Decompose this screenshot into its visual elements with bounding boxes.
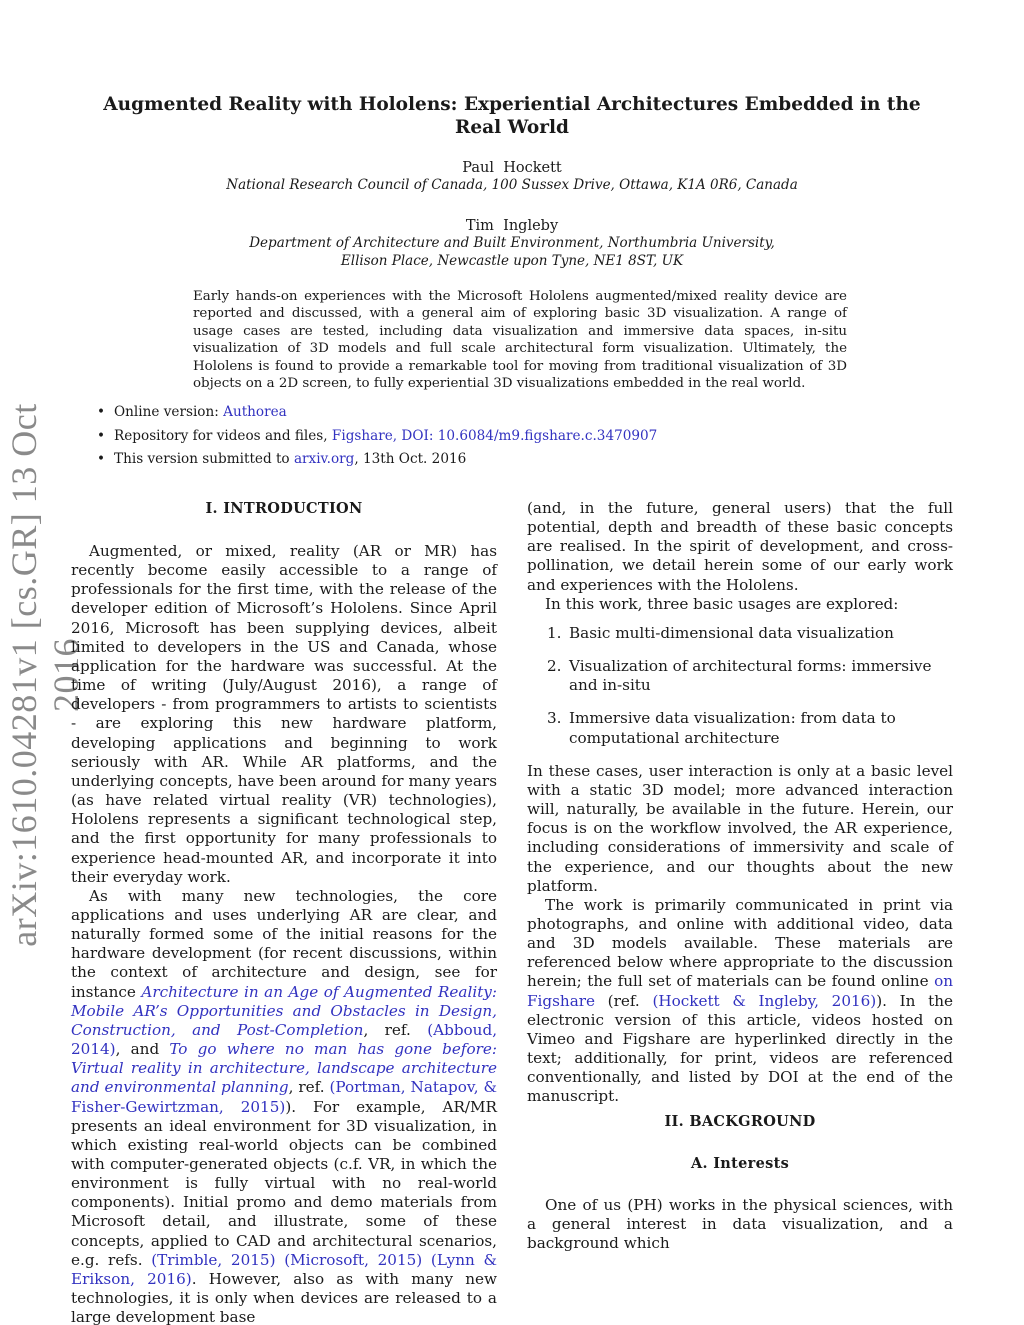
subsection-heading: A. Interests	[690, 1155, 790, 1172]
text-segment: In these cases, user interaction is only at a basic level with a static 3D model; more advanced interaction will, naturally, be available in the future. Herein, our focus is on the workflow involved, the AR experience, including considerations of immersivity and scale of the experience, and our thoughts about the new platform.	[527, 761, 953, 895]
usage-list	[527, 624, 953, 748]
text-segment: . However, also as with many new technologies, it is only when devices are released to a large development base	[71, 1269, 498, 1325]
list-item	[527, 709, 953, 747]
hyperlink[interactable]: (Microsoft, 2015)	[284, 1250, 423, 1269]
bullet-item	[97, 448, 657, 472]
text-segment: ). For example, AR/MR presents an ideal environment for 3D visualization, in which existing real-world objects can be combined with computer-generated objects (c.f. VR, in which the environment is fully virtual with no real-world components). Initial promo and demo materials from Microsoft detail, and illustrate, some of these concepts, applied to CAD and architectural scenarios, e.g. refs.	[71, 1097, 497, 1269]
text-segment	[276, 1251, 285, 1269]
right-column	[527, 499, 953, 1107]
list-text: Immersive data visualization: from data to computational architecture	[569, 709, 896, 747]
text-segment: The work is primarily communicated in print via photographs, and online with additional video, data and 3D models available. These materials are referenced below where appropriate to the discussion herein; the full set of materials can be found online	[527, 895, 953, 991]
text-segment: As with many new technologies, the core applications and uses underlying AR are clear, and naturally formed some of the initial reasons for the hardware development (for recent discussions, within the context of architecture and design, see for instance	[71, 886, 497, 1001]
list-number: 2.	[547, 657, 562, 676]
paragraph	[527, 762, 953, 896]
left-column	[71, 542, 497, 1325]
text-segment: Augmented, or mixed, reality (AR or MR) has recently become easily accessible to a range of professionals for the first time, with the release of the developer edition of Microsoft’s Hololens. Since April 2016, Microsoft has been supplying devices, albeit limited to developers in the US and Canada, whose application for the hardware was successful. At the time of writing (July/August 2016), a range of developers - from programmers to artists to scientists - are exploring this new hardware platform, developing applications and beginning to work seriously with AR. While AR platforms, and the underlying concepts, have been around for many years (as have related virtual reality (VR) technologies), Hololens represents a significant technological step, and the first opportunity for many professionals to experience head-mounted AR, and incorporate it into their everyday work.	[71, 542, 497, 886]
hyperlink[interactable]: (Abboud, 2014)	[71, 1020, 498, 1059]
paper-title: Augmented Reality with Hololens: Experiential Architectures Embedded in the Real World	[103, 94, 921, 138]
arxiv-stamp: arXiv:1610.04281v1 [cs.GR] 13 Oct 2016	[4, 403, 86, 947]
author-affiliation: National Research Council of Canada, 100 Sussex Drive, Ottawa, K1A 0R6, Canada	[226, 177, 798, 193]
list-number: 3.	[547, 709, 562, 728]
info-bullets	[97, 401, 657, 472]
section-heading: I. INTRODUCTION	[205, 500, 363, 517]
bullet-item	[97, 425, 657, 449]
text-segment: Repository for videos and files,	[114, 427, 332, 444]
hyperlink[interactable]: (Portman, Natapov, & Fisher-Gewirtzman, 2015)	[71, 1078, 497, 1116]
hyperlink[interactable]: Authorea	[223, 404, 287, 420]
text-segment: , ref.	[288, 1078, 330, 1097]
bullet-item	[97, 401, 657, 425]
author-affiliation: Ellison Place, Newcastle upon Tyne, NE1 8ST, UK	[340, 253, 684, 269]
list-text: Visualization of architectural forms: immersive and in-situ	[569, 657, 932, 695]
text-segment: This version submitted to	[114, 451, 294, 467]
author-1	[100, 160, 924, 194]
paragraph	[71, 887, 497, 1325]
hyperlink[interactable]: Architecture in an Age of Augmented Reality: Mobile AR’s Opportunities and Obstacles in Design, Construction, and Post-Completion	[71, 982, 497, 1039]
author-name: Paul Hockett	[462, 160, 562, 176]
text-segment: (ref.	[595, 991, 653, 1010]
hyperlink[interactable]: (Trimble, 2015)	[151, 1250, 276, 1269]
text-segment	[422, 1251, 431, 1269]
hyperlink[interactable]: (Lynn & Erikson, 2016)	[71, 1250, 498, 1288]
paragraph: In this work, three basic usages are explored:	[545, 594, 899, 613]
text-segment: , and	[115, 1040, 170, 1059]
hyperlink[interactable]: arxiv.org	[293, 451, 355, 467]
author-2	[100, 218, 924, 270]
list-item	[527, 657, 953, 695]
author-name: Tim Ingleby	[465, 218, 559, 234]
background-text	[527, 1196, 953, 1253]
hyperlink[interactable]: Figshare, DOI: 10.6084/m9.figshare.c.3470907	[331, 427, 658, 444]
hyperlink[interactable]: To go where no man has gone before: Virtual reality in architecture, landscape architecture and environmental planning	[71, 1040, 497, 1097]
text-segment: ). In the electronic version of this article, videos hosted on Vimeo and Figshare are hyperlinked directly in the text; additionally, for print, videos are referenced conventionally, and listed by DOI at the end of the manuscript.	[527, 991, 953, 1106]
list-number: 1.	[547, 623, 562, 642]
list-item	[527, 624, 953, 643]
paragraph	[527, 896, 953, 1107]
text-segment: Online version:	[114, 404, 224, 420]
text-segment: , ref.	[363, 1020, 428, 1039]
paragraph	[527, 1196, 953, 1253]
hyperlink[interactable]: (Hockett & Ingleby, 2016)	[652, 991, 877, 1010]
author-affiliation: Department of Architecture and Built Environment, Northumbria University,	[249, 235, 775, 251]
list-text: Basic multi-dimensional data visualization	[569, 623, 894, 642]
paragraph: (and, in the future, general users) that the full potential, depth and breadth of these basic concepts are realised. In the spirit of development, and cross-pollination, we detail herein some of our early work and experiences with the Hololens.	[527, 499, 953, 594]
abstract: Early hands-on experiences with the Microsoft Hololens augmented/mixed reality device are reported and discussed, with a general aim of exploring basic 3D visualization. A range of usage cases are tested, including data visualization and immersive data spaces, in-situ visualization of 3D models and full scale architectural form visualization. Ultimately, the Hololens is found to provide a remarkable tool for moving from traditional visualization of 3D objects on a 2D screen, to fully experiential 3D visualizations embedded in the real world.	[193, 289, 847, 392]
section-heading: II. BACKGROUND	[664, 1113, 816, 1130]
paragraph	[71, 542, 497, 887]
hyperlink[interactable]: on Figshare	[527, 972, 953, 1010]
text-segment: One of us (PH) works in the physical sciences, with a general interest in data visualization, and a background which	[527, 1196, 953, 1253]
text-segment: , 13th Oct. 2016	[354, 451, 467, 467]
